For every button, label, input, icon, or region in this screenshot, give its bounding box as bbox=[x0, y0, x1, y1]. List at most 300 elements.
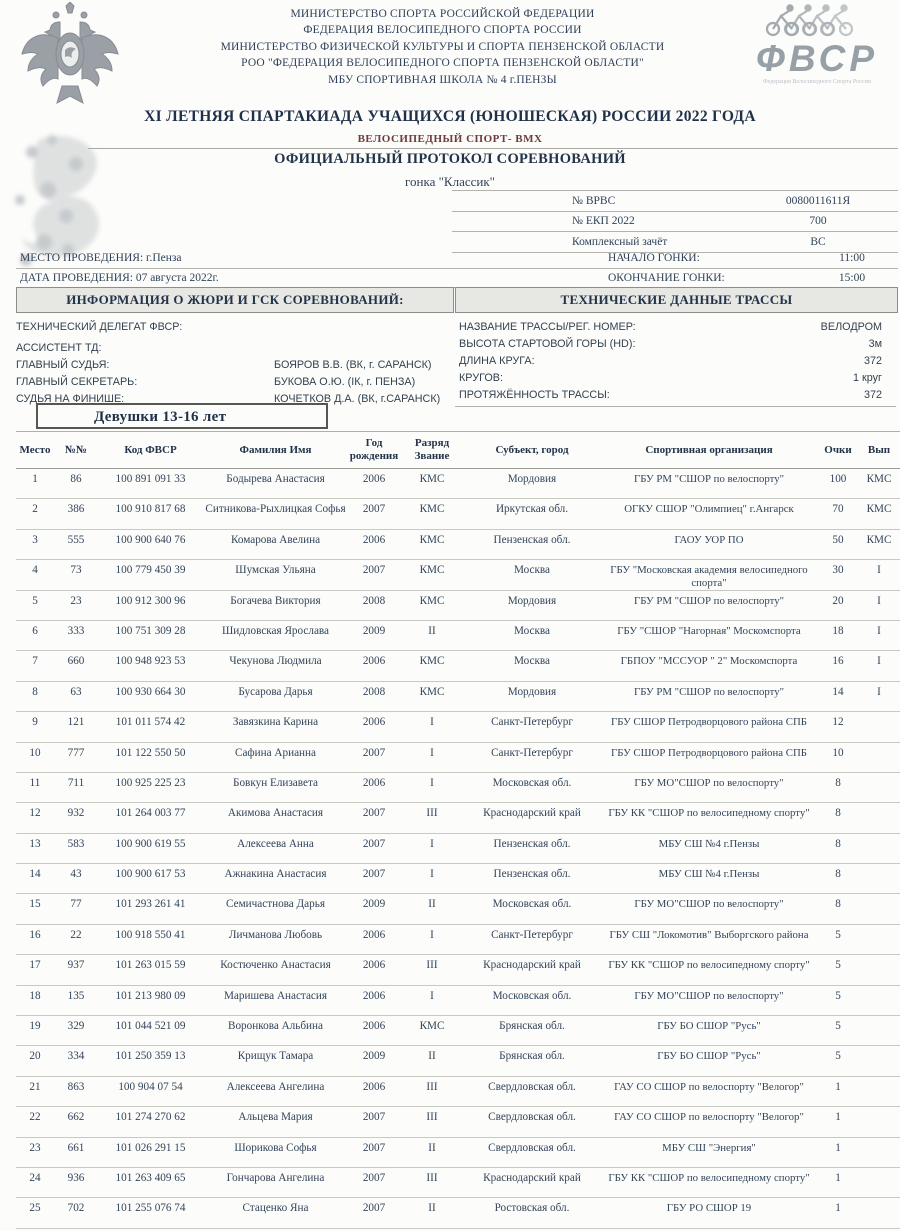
jury-section-heading: ИНФОРМАЦИЯ О ЖЮРИ И ГСК СОРЕВНОВАНИЙ: bbox=[16, 287, 454, 313]
cell-fvsr-code: 101 293 261 41 bbox=[115, 898, 186, 911]
cell-birth-year: 2007 bbox=[362, 837, 386, 850]
cell-fvsr-code: 100 910 817 68 bbox=[115, 503, 186, 516]
cell-region: Свердловская обл. bbox=[488, 1080, 576, 1093]
cell-place: 3 bbox=[32, 533, 38, 546]
cell-name: Костюченко Анастасия bbox=[220, 959, 331, 972]
cell-fvsr-code: 100 900 640 76 bbox=[115, 533, 186, 546]
cell-region: Ростовская обл. bbox=[494, 1202, 570, 1215]
divider-line bbox=[88, 148, 898, 149]
cell-region: Пензенская обл. bbox=[493, 868, 571, 881]
cell-organization: ГБУ МО"СШОР по велоспорту" bbox=[634, 898, 784, 911]
cell-name: Крищук Тамара bbox=[237, 1050, 314, 1063]
table-row bbox=[16, 1107, 900, 1137]
cell-organization: ГБУ БО СШОР "Русь" bbox=[657, 1020, 761, 1033]
cell-birth-year: 2006 bbox=[362, 533, 386, 546]
cell-bib-number: 660 bbox=[67, 655, 85, 668]
table-row bbox=[16, 803, 900, 833]
cell-rank: I bbox=[430, 989, 434, 1002]
cell-region: Пензенская обл. bbox=[493, 533, 571, 546]
cell-organization: МБУ СШ №4 г.Пензы bbox=[658, 868, 760, 881]
table-row bbox=[16, 621, 900, 651]
cell-bib-number: 77 bbox=[70, 898, 82, 911]
venue-block bbox=[16, 249, 452, 288]
cell-points: 12 bbox=[832, 716, 844, 729]
coat-of-arms-icon bbox=[20, 2, 120, 117]
cell-place: 12 bbox=[29, 807, 41, 820]
track-param-value: ВЕЛОДРОМ bbox=[820, 321, 882, 333]
cell-bib-number: 711 bbox=[67, 776, 85, 789]
jury-person-value: БУКОВА О.Ю. (IК, г. ПЕНЗА) bbox=[274, 376, 416, 388]
venue-place: МЕСТО ПРОВЕДЕНИЯ: г.Пенза bbox=[16, 249, 452, 269]
cell-organization: ГБУ РМ "СШОР по велоспорту" bbox=[633, 594, 785, 607]
cell-place: 13 bbox=[29, 837, 41, 850]
track-row bbox=[455, 321, 896, 338]
cell-birth-year: 2007 bbox=[362, 868, 386, 881]
cell-bib-number: 662 bbox=[67, 1111, 85, 1124]
cell-fvsr-code: 100 930 664 30 bbox=[115, 685, 186, 698]
cell-rank: КМС bbox=[419, 685, 445, 698]
organization-header bbox=[120, 6, 765, 88]
column-header: №№ bbox=[64, 443, 88, 456]
jury-role-label: АССИСТЕНТ ТД: bbox=[16, 342, 102, 354]
race-time-value: 11:00 bbox=[839, 252, 865, 265]
track-param-value: 372 bbox=[863, 389, 882, 401]
cell-bib-number: 22 bbox=[70, 928, 82, 941]
cell-points: 16 bbox=[832, 655, 844, 668]
cell-name: Маришева Анастасия bbox=[223, 989, 328, 1002]
track-param-label: КРУГОВ: bbox=[459, 372, 503, 384]
cell-bib-number: 73 bbox=[70, 564, 82, 577]
cell-place: 5 bbox=[32, 594, 38, 607]
cell-place: 18 bbox=[29, 989, 41, 1002]
cell-bib-number: 555 bbox=[67, 533, 85, 546]
cell-points: 5 bbox=[835, 1050, 841, 1063]
cell-birth-year: 2007 bbox=[362, 746, 386, 759]
cell-points: 20 bbox=[832, 594, 844, 607]
table-row bbox=[16, 894, 900, 924]
cell-name: Воронкова Альбина bbox=[228, 1020, 323, 1033]
table-row bbox=[16, 591, 900, 621]
race-time-row bbox=[452, 249, 898, 269]
cell-name: Ситникова-Рыхлицкая Софья bbox=[205, 503, 346, 516]
cell-points: 14 bbox=[832, 685, 844, 698]
cell-points: 5 bbox=[835, 989, 841, 1002]
cell-fulfilled-rank: КМС bbox=[866, 533, 892, 546]
cell-fulfilled-rank: I bbox=[877, 685, 881, 698]
registry-value: 0080011611Я bbox=[785, 194, 851, 207]
cell-region: Брянская обл. bbox=[499, 1050, 565, 1063]
track-row bbox=[455, 355, 896, 372]
cell-name: Ажнакина Анастасия bbox=[224, 868, 327, 881]
cell-birth-year: 2006 bbox=[362, 716, 386, 729]
org-line: МБУ СПОРТИВНАЯ ШКОЛА № 4 г.ПЕНЗЫ bbox=[328, 73, 557, 86]
column-header: Год рождения bbox=[349, 437, 399, 462]
cell-rank: II bbox=[428, 624, 436, 637]
cell-birth-year: 2009 bbox=[362, 898, 386, 911]
discipline-subtitle: ВЕЛОСИПЕДНЫЙ СПОРТ- ВМХ bbox=[357, 133, 543, 145]
cell-fvsr-code: 100 904 07 54 bbox=[118, 1080, 183, 1093]
cell-rank: КМС bbox=[419, 1020, 445, 1033]
registry-row bbox=[452, 212, 898, 233]
track-param-value: 372 bbox=[863, 355, 882, 367]
table-row bbox=[16, 955, 900, 985]
org-line: МИНИСТЕРСТВО СПОРТА РОССИЙСКОЙ ФЕДЕРАЦИИ bbox=[290, 8, 595, 20]
jury-block bbox=[16, 321, 452, 410]
cell-points: 30 bbox=[832, 564, 844, 577]
cell-organization: ГАОУ УОР ПО bbox=[674, 533, 744, 546]
cell-organization: ГБУ РО СШОР 19 bbox=[666, 1202, 752, 1215]
column-header: Разряд Звание bbox=[414, 437, 450, 462]
table-row bbox=[16, 1016, 900, 1046]
cell-rank: III bbox=[426, 807, 438, 820]
cell-points: 18 bbox=[832, 624, 844, 637]
cell-place: 4 bbox=[32, 564, 38, 577]
table-row bbox=[16, 743, 900, 773]
track-param-label: НАЗВАНИЕ ТРАССЫ/РЕГ. НОМЕР: bbox=[459, 321, 636, 333]
cell-place: 16 bbox=[29, 928, 41, 941]
cell-points: 8 bbox=[835, 776, 841, 789]
cell-place: 23 bbox=[29, 1141, 41, 1154]
column-header: Вып bbox=[867, 443, 891, 456]
cell-rank: III bbox=[426, 1111, 438, 1124]
cell-name: Шидловская Ярослава bbox=[221, 624, 330, 637]
cell-bib-number: 936 bbox=[67, 1171, 85, 1184]
cell-points: 5 bbox=[835, 928, 841, 941]
cell-region: Пензенская обл. bbox=[493, 837, 571, 850]
cell-place: 24 bbox=[29, 1171, 41, 1184]
cell-organization: ГБУ МО"СШОР по велоспорту" bbox=[634, 989, 784, 1002]
cell-fvsr-code: 100 925 225 23 bbox=[115, 776, 186, 789]
cell-fulfilled-rank: I bbox=[877, 624, 881, 637]
cell-region: Свердловская обл. bbox=[488, 1111, 576, 1124]
cell-birth-year: 2007 bbox=[362, 1171, 386, 1184]
cell-place: 1 bbox=[32, 473, 38, 485]
cell-birth-year: 2006 bbox=[362, 1020, 386, 1033]
registry-value: 700 bbox=[809, 215, 827, 228]
cell-name: Семичастнова Дарья bbox=[226, 898, 325, 911]
jury-row bbox=[16, 359, 452, 376]
cell-name: Завязкина Карина bbox=[232, 716, 319, 729]
cell-name: Богачева Виктория bbox=[230, 594, 321, 607]
registry-label: Комплексный зачёт bbox=[572, 235, 668, 248]
cell-name: Алексеева Ангелина bbox=[226, 1080, 325, 1093]
cell-region: Краснодарский край bbox=[483, 1171, 581, 1184]
jury-role-label: СУДЬЯ НА ФИНИШЕ: bbox=[16, 393, 125, 405]
cell-name: Стаценко Яна bbox=[242, 1202, 309, 1215]
track-row bbox=[455, 372, 896, 389]
category-label: Девушки 13-16 лет bbox=[36, 403, 328, 429]
table-row bbox=[16, 773, 900, 803]
fvsr-logo-text: ФВСР bbox=[755, 38, 879, 79]
cell-points: 1 bbox=[835, 1141, 841, 1154]
cell-birth-year: 2006 bbox=[362, 655, 386, 668]
table-row bbox=[16, 834, 900, 864]
cell-region: Мордовия bbox=[507, 685, 557, 698]
cell-birth-year: 2007 bbox=[362, 1202, 386, 1215]
cell-points: 50 bbox=[832, 533, 844, 546]
cell-fvsr-code: 101 274 270 62 bbox=[115, 1111, 186, 1124]
cell-bib-number: 135 bbox=[67, 989, 85, 1002]
cell-region: Санкт-Петербург bbox=[491, 746, 573, 759]
cell-points: 5 bbox=[835, 1020, 841, 1033]
cell-bib-number: 43 bbox=[70, 868, 82, 881]
column-header: Место bbox=[19, 443, 51, 456]
cell-rank: I bbox=[430, 746, 434, 759]
cyclists-icon bbox=[757, 2, 877, 38]
registry-label: № ВРВС bbox=[572, 194, 616, 207]
cell-birth-year: 2006 bbox=[362, 928, 386, 941]
cell-fvsr-code: 100 918 550 41 bbox=[115, 928, 186, 941]
cell-birth-year: 2007 bbox=[362, 564, 386, 577]
cell-place: 14 bbox=[29, 868, 41, 881]
venue-date: ДАТА ПРОВЕДЕНИЯ: 07 августа 2022г. bbox=[16, 269, 452, 289]
cell-region: Свердловская обл. bbox=[488, 1141, 576, 1154]
cell-bib-number: 583 bbox=[67, 837, 85, 850]
cell-place: 22 bbox=[29, 1111, 41, 1124]
jury-person-value: БОЯРОВ В.В. (ВК, г. САРАНСК) bbox=[274, 359, 432, 371]
table-row bbox=[16, 864, 900, 894]
table-row bbox=[16, 1046, 900, 1076]
results-body bbox=[16, 469, 900, 1229]
cell-rank: III bbox=[426, 1080, 438, 1093]
cell-organization: ГБУ "СШОР "Нагорная" Москомспорта bbox=[617, 624, 801, 637]
table-row bbox=[16, 560, 900, 590]
cell-points: 8 bbox=[835, 837, 841, 850]
cell-region: Московская обл. bbox=[492, 989, 572, 1002]
cell-name: Сафина Арианна bbox=[235, 746, 316, 759]
cell-organization: ГБУ КК "СШОР по велосипедному спорту" bbox=[608, 959, 810, 972]
cell-rank: II bbox=[428, 1202, 436, 1215]
track-param-label: ДЛИНА КРУГА: bbox=[459, 355, 535, 367]
race-time-label: ОКОНЧАНИЕ ГОНКИ: bbox=[608, 271, 725, 284]
cell-points: 8 bbox=[835, 807, 841, 820]
cell-rank: III bbox=[426, 1171, 438, 1184]
cell-organization: ГБУ "Московская академия велосипедного спорта" bbox=[610, 564, 808, 589]
cell-region: Санкт-Петербург bbox=[491, 928, 573, 941]
cell-organization: ГАУ СО СШОР по велоспорту "Велогор" bbox=[614, 1080, 804, 1093]
cell-birth-year: 2006 bbox=[362, 473, 386, 485]
cell-organization: ГБУ СШ "Локомотив" Выборгского района bbox=[609, 928, 809, 941]
cell-bib-number: 863 bbox=[67, 1080, 85, 1093]
cell-organization: ГБПОУ "МССУОР " 2" Москомспорта bbox=[620, 655, 798, 668]
cell-fvsr-code: 101 263 409 65 bbox=[115, 1171, 186, 1184]
column-header: Очки bbox=[824, 443, 852, 456]
cell-organization: МБУ СШ "Энергия" bbox=[662, 1141, 756, 1154]
cell-place: 8 bbox=[32, 685, 38, 698]
cell-points: 1 bbox=[835, 1111, 841, 1124]
cell-region: Краснодарский край bbox=[483, 807, 581, 820]
cell-place: 21 bbox=[29, 1080, 41, 1093]
cell-rank: II bbox=[428, 1141, 436, 1154]
cell-fulfilled-rank: I bbox=[877, 564, 881, 577]
cell-place: 17 bbox=[29, 959, 41, 972]
race-time-row bbox=[452, 269, 898, 289]
cell-place: 19 bbox=[29, 1020, 41, 1033]
cell-name: Бусарова Дарья bbox=[238, 685, 313, 698]
table-row bbox=[16, 986, 900, 1016]
cell-organization: ГБУ МО"СШОР по велоспорту" bbox=[634, 776, 784, 789]
cell-fvsr-code: 100 751 309 28 bbox=[115, 624, 186, 637]
cell-region: Московская обл. bbox=[492, 898, 572, 911]
org-line: РОО "ФЕДЕРАЦИЯ ВЕЛОСИПЕДНОГО СПОРТА ПЕНЗЕНСКОЙ ОБЛАСТИ" bbox=[241, 57, 644, 70]
track-param-value: 3м bbox=[868, 338, 882, 350]
cell-place: 11 bbox=[29, 776, 41, 789]
cell-rank: КМС bbox=[419, 594, 445, 607]
cell-fvsr-code: 100 900 619 55 bbox=[115, 837, 186, 850]
cell-place: 6 bbox=[32, 624, 38, 637]
cell-fvsr-code: 101 213 980 09 bbox=[115, 989, 186, 1002]
cell-birth-year: 2007 bbox=[362, 1111, 386, 1124]
table-row bbox=[16, 499, 900, 529]
cell-birth-year: 2008 bbox=[362, 594, 386, 607]
track-block bbox=[455, 321, 896, 407]
cell-rank: III bbox=[426, 959, 438, 972]
results-table bbox=[16, 431, 900, 1229]
jury-row bbox=[16, 376, 452, 393]
cell-bib-number: 932 bbox=[67, 807, 85, 820]
cell-fvsr-code: 100 779 450 39 bbox=[115, 564, 186, 577]
race-time-label: НАЧАЛО ГОНКИ: bbox=[608, 252, 700, 265]
cell-organization: ГБУ БО СШОР "Русь" bbox=[657, 1050, 761, 1063]
cell-fvsr-code: 101 263 015 59 bbox=[115, 959, 186, 972]
results-header-row bbox=[16, 431, 900, 469]
jury-role-label: ТЕХНИЧЕСКИЙ ДЕЛЕГАТ ФВСР: bbox=[16, 321, 183, 333]
cell-rank: II bbox=[428, 1050, 436, 1063]
cell-fvsr-code: 100 900 617 53 bbox=[115, 868, 186, 881]
protocol-title: ОФИЦИАЛЬНЫЙ ПРОТОКОЛ СОРЕВНОВАНИЙ bbox=[274, 151, 626, 167]
cell-organization: ГБУ СШОР Петродворцового района СПБ bbox=[611, 746, 807, 759]
cell-points: 70 bbox=[832, 503, 844, 516]
cell-organization: ОГКУ СШОР "Олимпиец" г.Ангарск bbox=[624, 503, 794, 516]
cell-birth-year: 2006 bbox=[362, 959, 386, 972]
cell-name: Чекунова Людмила bbox=[229, 655, 322, 668]
table-row bbox=[16, 469, 900, 499]
track-param-label: ПРОТЯЖЁННОСТЬ ТРАССЫ: bbox=[459, 389, 610, 401]
cell-fvsr-code: 101 026 291 15 bbox=[115, 1141, 186, 1154]
cell-points: 100 bbox=[829, 473, 847, 485]
cell-bib-number: 63 bbox=[70, 685, 82, 698]
cell-name: Бовкун Елизавета bbox=[233, 776, 318, 789]
table-row bbox=[16, 712, 900, 742]
cell-fulfilled-rank: КМС bbox=[866, 503, 892, 516]
track-section-heading: ТЕХНИЧЕСКИЕ ДАННЫЕ ТРАССЫ bbox=[455, 287, 898, 313]
cell-organization: ГБУ СШОР Петродворцового района СПБ bbox=[611, 716, 807, 729]
table-row bbox=[16, 682, 900, 712]
cell-place: 2 bbox=[32, 503, 38, 516]
registry-label: № ЕКП 2022 bbox=[572, 215, 635, 228]
cell-region: Москва bbox=[513, 624, 551, 637]
cell-fulfilled-rank: I bbox=[877, 655, 881, 668]
cell-birth-year: 2006 bbox=[362, 989, 386, 1002]
table-row bbox=[16, 925, 900, 955]
table-row bbox=[16, 651, 900, 681]
cell-region: Москва bbox=[513, 655, 551, 668]
cell-region: Иркутская обл. bbox=[495, 503, 569, 516]
cell-rank: II bbox=[428, 898, 436, 911]
track-param-label: ВЫСОТА СТАРТОВОЙ ГОРЫ (HD): bbox=[459, 338, 636, 350]
cell-bib-number: 661 bbox=[67, 1141, 85, 1154]
cell-bib-number: 702 bbox=[67, 1202, 85, 1215]
table-row bbox=[16, 1077, 900, 1107]
cell-points: 1 bbox=[835, 1171, 841, 1184]
cell-fvsr-code: 101 011 574 42 bbox=[115, 716, 186, 729]
column-header: Субъект, город bbox=[495, 443, 569, 456]
cell-birth-year: 2009 bbox=[362, 624, 386, 637]
cell-region: Мордовия bbox=[507, 473, 557, 485]
race-times bbox=[452, 249, 898, 288]
track-row bbox=[455, 338, 896, 355]
cell-rank: I bbox=[430, 837, 434, 850]
registry-value: ВС bbox=[810, 235, 826, 248]
cell-birth-year: 2006 bbox=[362, 776, 386, 789]
cell-points: 8 bbox=[835, 868, 841, 881]
cell-region: Брянская обл. bbox=[499, 1020, 565, 1033]
cell-birth-year: 2007 bbox=[362, 807, 386, 820]
cell-bib-number: 334 bbox=[67, 1050, 85, 1063]
cell-organization: ГБУ РМ "СШОР по велоспорту" bbox=[633, 473, 785, 485]
cell-name: Алексеева Анна bbox=[237, 837, 314, 850]
cell-fulfilled-rank: I bbox=[877, 594, 881, 607]
table-row bbox=[16, 1138, 900, 1168]
cell-rank: I bbox=[430, 868, 434, 881]
cell-region: Московская обл. bbox=[492, 776, 572, 789]
cell-points: 8 bbox=[835, 898, 841, 911]
cell-bib-number: 937 bbox=[67, 959, 85, 972]
registry-codes bbox=[452, 190, 898, 253]
cell-name: Шорикова Софья bbox=[234, 1141, 317, 1154]
cell-organization: ГАУ СО СШОР по велоспорту "Велогор" bbox=[614, 1111, 804, 1124]
cell-place: 15 bbox=[29, 898, 41, 911]
cell-organization: ГБУ РМ "СШОР по велоспорту" bbox=[633, 685, 785, 698]
cell-bib-number: 329 bbox=[67, 1020, 85, 1033]
column-header: Код ФВСР bbox=[124, 443, 177, 456]
jury-role-label: ГЛАВНЫЙ СЕКРЕТАРЬ: bbox=[16, 376, 138, 388]
cell-points: 1 bbox=[835, 1080, 841, 1093]
cell-name: Гончарова Ангелина bbox=[226, 1171, 325, 1184]
cell-birth-year: 2009 bbox=[362, 1050, 386, 1063]
event-title: XI ЛЕТНЯЯ СПАРТАКИАДА УЧАЩИХСЯ (ЮНОШЕСКАЯ) РОССИИ 2022 ГОДА bbox=[144, 108, 756, 125]
table-row bbox=[16, 1198, 900, 1228]
cell-fvsr-code: 100 891 091 33 bbox=[115, 473, 186, 485]
cell-name: Акимова Анастасия bbox=[227, 807, 324, 820]
cell-bib-number: 23 bbox=[70, 594, 82, 607]
cell-fvsr-code: 101 250 359 13 bbox=[115, 1050, 186, 1063]
cell-points: 5 bbox=[835, 959, 841, 972]
cell-rank: I bbox=[430, 928, 434, 941]
cell-rank: I bbox=[430, 716, 434, 729]
cell-name: Шумская Ульяна bbox=[235, 564, 316, 577]
cell-name: Комарова Авелина bbox=[230, 533, 321, 546]
cell-place: 7 bbox=[32, 655, 38, 668]
cell-region: Москва bbox=[513, 564, 551, 577]
cell-organization: ГБУ КК "СШОР по велосипедному спорту" bbox=[608, 1171, 810, 1184]
cell-fvsr-code: 101 264 003 77 bbox=[115, 807, 186, 820]
cell-birth-year: 2007 bbox=[362, 1141, 386, 1154]
cell-place: 10 bbox=[29, 746, 41, 759]
cell-birth-year: 2008 bbox=[362, 685, 386, 698]
org-line: ФЕДЕРАЦИЯ ВЕЛОСИПЕДНОГО СПОРТА РОССИИ bbox=[303, 24, 582, 37]
double-headed-eagle-icon bbox=[20, 2, 120, 112]
cell-fvsr-code: 100 948 923 53 bbox=[115, 655, 186, 668]
cell-name: Личманова Любовь bbox=[228, 928, 323, 941]
cell-fulfilled-rank: КМС bbox=[866, 473, 892, 485]
table-row bbox=[16, 1168, 900, 1198]
cell-fvsr-code: 101 122 550 50 bbox=[115, 746, 186, 759]
track-row bbox=[455, 389, 896, 407]
cell-bib-number: 386 bbox=[67, 503, 85, 516]
cell-fvsr-code: 100 912 300 96 bbox=[115, 594, 186, 607]
cell-birth-year: 2006 bbox=[362, 1080, 386, 1093]
